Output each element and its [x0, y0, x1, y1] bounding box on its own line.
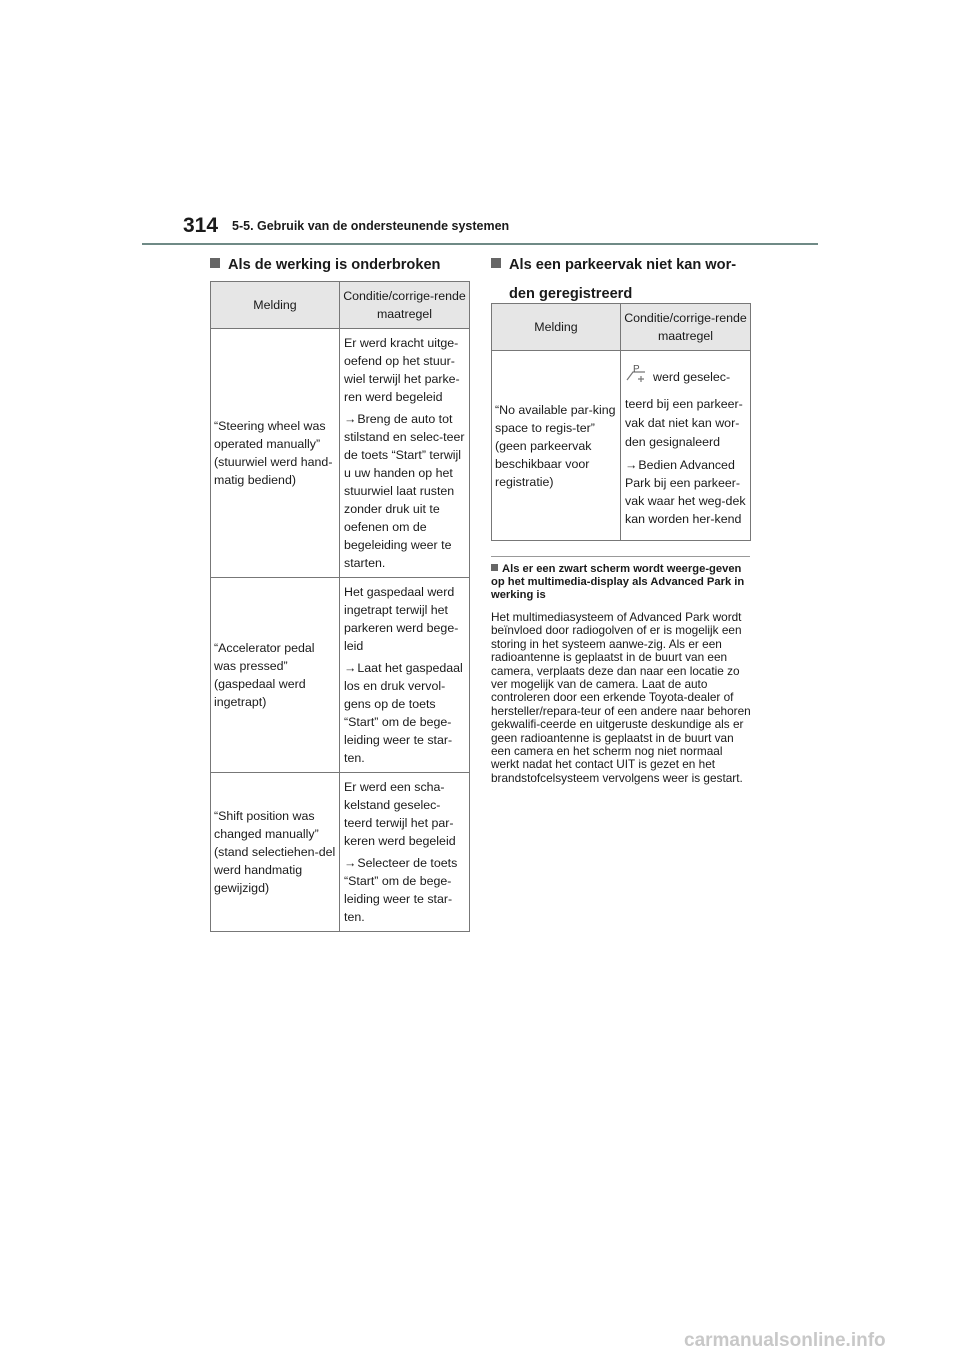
section-heading-interrupted — [210, 254, 440, 277]
not-registered-messages-table — [491, 303, 751, 541]
arrow-right-icon: → — [344, 412, 357, 426]
message-cell: “Steering wheel was operated manually” (stuurwiel werd hand-matig bediend) — [211, 329, 340, 578]
header-condition: Conditie/corrige-rende maatregel — [340, 282, 470, 329]
message-cell: “Shift position was changed manually” (stand selectiehen-del werd handmatig gewijzigd) — [211, 773, 340, 932]
condition-text: teerd bij een parkeer-vak dat niet kan wor-den gesignaleerd — [625, 396, 743, 449]
subsection-heading — [491, 563, 753, 602]
section-heading-text: Als een parkeervak niet kan wor- — [509, 257, 737, 273]
body-paragraph: Het multimediasysteem of Advanced Park wordt beïnvloed door radiogolven of er is mogelijk een storing in het systeem aanwe-zig. Als er een radioantenne is geplaatst in de buurt van een camera, verplaats deze dan naar een locatie zo ver mogelijk van de camera. Laat de auto controleren door een erkende Toyota-dealer of hersteller/repara-teur of een andere naar behoren gekwalifi-ceerde en uitgeruste deskundige als er geen radioantenne is geplaatst in de buurt van een camera en het scherm nog niet normaal werkt nadat het contact UIT is gezet en het brandstofcelsysteem vervolgens weer is gestart. — [491, 610, 751, 785]
section-heading-line: den geregistreerd — [509, 286, 633, 302]
header-rule — [142, 243, 818, 245]
condition-cell — [340, 578, 470, 773]
svg-text:P: P — [633, 363, 640, 375]
interrupted-messages-table — [210, 281, 470, 932]
condition-cell — [340, 329, 470, 578]
subsection-rule — [491, 556, 750, 557]
table-header-row — [211, 282, 470, 329]
arrow-right-icon: → — [344, 856, 357, 870]
section-heading-not-registered — [491, 254, 736, 306]
watermark: carmanualsonline.info — [684, 1330, 886, 1351]
table-row — [492, 351, 751, 541]
condition-text: Er werd een scha-kelstand geselec-teerd terwijl het par-keren werd begeleid — [344, 780, 456, 848]
action-text: →Breng de auto tot stilstand en selec-teer de toets “Start” terwijl u uw handen op het stuurwiel laat rusten zonder druk uit te oefenen om de begeleiding weer te starten. — [344, 412, 465, 570]
square-bullet-icon — [210, 258, 220, 268]
parking-register-icon — [625, 364, 649, 391]
section-heading-line — [491, 254, 736, 277]
square-bullet-icon — [491, 258, 501, 268]
section-heading-text: Als de werking is onderbroken — [228, 257, 441, 273]
condition-text: Het gaspedaal werd ingetrapt terwijl het parkeren werd bege-leid — [344, 585, 459, 653]
condition-first-line: P werd geselec- — [625, 364, 746, 391]
arrow-right-icon: → — [625, 457, 638, 472]
running-head: 5-5. Gebruik van de ondersteunende systemen — [232, 219, 510, 233]
message-cell: “No available par-king space to regis-ter” (geen parkeervak beschikbaar voor registratie) — [492, 351, 621, 541]
table-row — [211, 329, 470, 578]
header-message: Melding — [211, 282, 340, 329]
action-text: →Laat het gaspedaal los en druk vervol-gens op de toets “Start” om de bege-leiding weer te star-ten. — [344, 661, 463, 765]
table-row — [211, 578, 470, 773]
condition-cell — [621, 351, 751, 541]
action-text: →Bedien Advanced Park bij een parkeer-vak waar het weg-dek kan worden her-kend — [625, 457, 746, 526]
header-message: Melding — [492, 304, 621, 351]
header-condition: Conditie/corrige-rende maatregel — [621, 304, 751, 351]
subsection-heading-text: Als er een zwart scherm wordt weerge-geven op het multimedia-display als Advanced Park in werking is — [491, 563, 745, 601]
action-text: →Selecteer de toets “Start” om de bege-leiding weer te star-ten. — [344, 856, 458, 924]
table-row — [211, 773, 470, 932]
square-bullet-icon — [491, 564, 498, 571]
page-number: 314 — [183, 214, 219, 237]
condition-text: Er werd kracht uitge-oefend op het stuur-wiel terwijl het parke-ren werd begeleid — [344, 336, 460, 404]
message-cell: “Accelerator pedal was pressed” (gaspedaal werd ingetrapt) — [211, 578, 340, 773]
arrow-right-icon: → — [344, 661, 357, 675]
condition-cell — [340, 773, 470, 932]
table-header-row — [492, 304, 751, 351]
